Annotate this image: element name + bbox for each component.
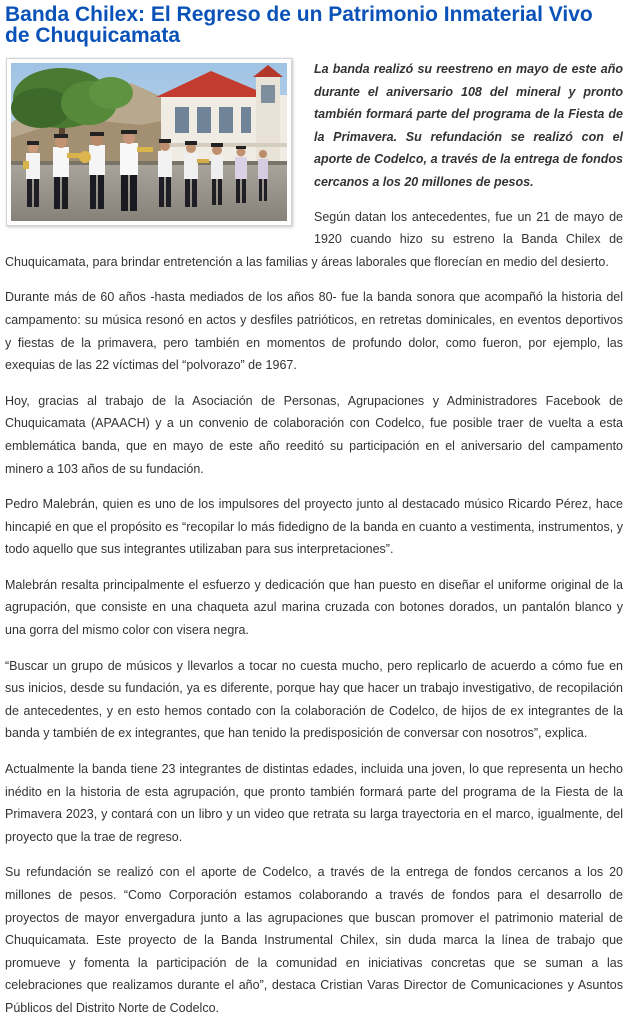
article-paragraph-1: Según datan los antecedentes, fue un 21 de mayo de 1920 cuando hizo su estreno la Banda Chilex de Chuquicamata, para brindar entretención a las familias y áreas laborales que florecían en medio del desierto. (5, 209, 623, 269)
article-lead: La banda realizó su reestreno en mayo de este año durante el aniversario 108 del mineral y pronto también formará parte del programa de la Fiesta de la Primavera. Su refundación se realizó con el aporte de Codelco, a través de la entrega de fondos cercanos a los 20 millones de pesos. (314, 62, 623, 189)
article-paragraph-3: Hoy, gracias al trabajo de la Asociación de Personas, Agrupaciones y Administradores Facebook de Chuquicamata (APAACH) y a un convenio de colaboración con Codelco, fue posible traer de vuelta a esta emblemática banda, que en mayo de este año reeditó su participación en el aniversario del campamento minero a 103 años de su fundación. (5, 393, 623, 476)
article-paragraph-6: “Buscar un grupo de músicos y llevarlos a tocar no cuesta mucho, pero replicarlo de acuerdo a cómo fue en sus inicios, desde su fundación, ya es diferente, porque hay que hacer un trabajo investigativo, de recopilación de antecedentes, y en esto hemos contado con la colaboración de Codelco, de hijos de ex integrantes de la banda y también de ex integrantes, que han tenido la predisposición de conversar con nosotros”, explica. (5, 658, 623, 741)
marching-band-photo (6, 58, 292, 226)
article-paragraph-7: Actualmente la banda tiene 23 integrantes de distintas edades, incluida una joven, lo que representa un hecho inédito en la historia de esta agrupación, que pronto también formará parte del programa de la Fiesta de la Primavera 2023, y contará con un libro y un video que retrata su larga trayectoria en el marco, igualmente, del proyecto que la trae de regreso. (5, 762, 623, 844)
article-paragraph-2: Durante más de 60 años -hasta mediados de los años 80- fue la banda sonora que acompañó la historia del campamento: su música resonó en actos y desfiles patrióticos, en retretas dominicales, en eventos deportivos y fiestas de la primavera, pero también en momentos de profundo dolor, como fueron, por ejemplo, las exequias de las 22 víctimas del “polvorazo” de 1967. (5, 290, 623, 373)
article-title: Banda Chilex: El Regreso de un Patrimonio Inmaterial Vivo de Chuquicamata (5, 3, 593, 47)
article-paragraph-8: Su refundación se realizó con el aporte de Codelco, a través de la entrega de fondos cercanos a los 20 millones de pesos. “Como Corporación estamos colaborando a través de fondos para el desarrollo de proyectos de mayor envergadura junto a las agrupaciones que buscan promover el patrimonio material de Chuquicamata. Este proyecto de la Banda Instrumental Chilex, sin duda marca la línea de trabajo que promueve y fomenta la participación de la comunidad en iniciativas concretas que se suman a las celebraciones que realizamos durante el año”, destaca Cristian Varas Director de Comunicaciones y Asuntos Públicos del Distrito Norte de Codelco. (5, 865, 623, 1015)
article-paragraph-5: Malebrán resalta principalmente el esfuerzo y dedicación que han puesto en diseñar el uniforme original de la agrupación, que consiste en una chaqueta azul marina cruzada con botones dorados, un pantalón blanco y una gorra del mismo color con visera negra. (5, 577, 623, 638)
marching-band-photo-icon (11, 63, 287, 221)
article-paragraph-4: Pedro Malebrán, quien es uno de los impulsores del proyecto junto al destacado músico Ricardo Pérez, hace hincapié en que el propósito es “recopilar lo más fidedigno de la banda en cuanto a vestimenta, instrumentos, y todo aquello que sus integrantes utilizaban para sus interpretaciones”. (5, 497, 623, 557)
